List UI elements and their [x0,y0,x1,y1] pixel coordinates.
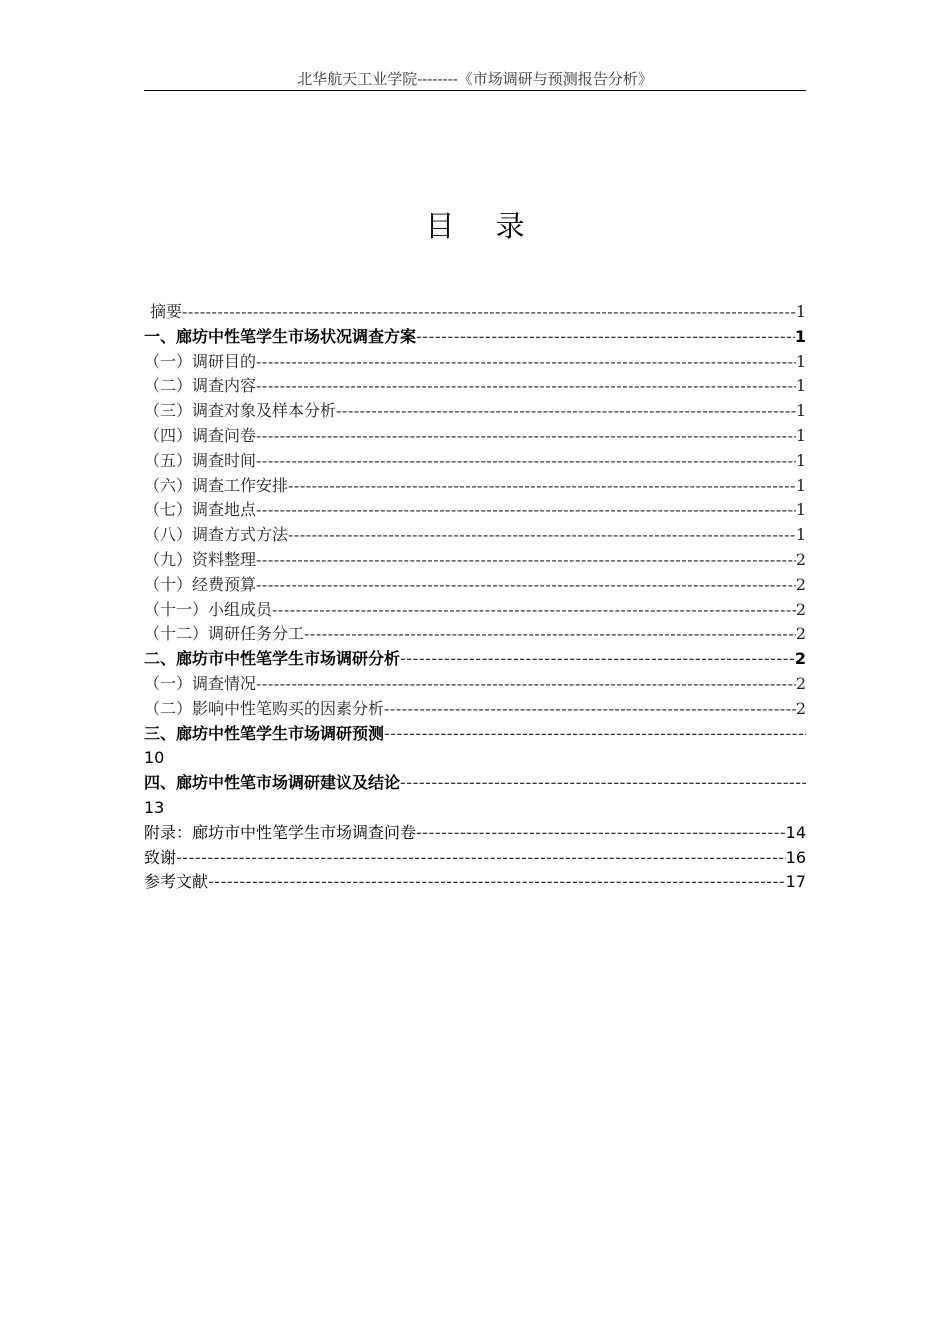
toc-entry-page: 14 [785,822,806,842]
toc-entry-label: 参考文献 [144,872,209,892]
toc-leader [416,325,795,350]
toc-entry-label: （十一）小组成员 [144,599,273,619]
toc-entry-label: （二）影响中性笔购买的因素分析 [144,698,385,718]
toc-entry-label: （七）调查地点 [144,500,257,520]
toc-entry[interactable] [144,325,806,350]
toc-entry-label: （一）调研目的 [144,351,257,371]
toc-entry-page: 1 [795,450,806,470]
toc-leader [182,300,796,325]
toc-entry-page: 1 [795,475,806,495]
toc-entry[interactable] [144,722,806,772]
toc-entry-label: （二）调查内容 [144,376,257,396]
toc-entry-page: 1 [795,376,806,396]
toc-entry[interactable] [144,771,806,821]
toc-entry[interactable] [144,449,806,474]
toc-entry[interactable] [144,548,806,573]
toc-entry-page: 2 [795,599,806,619]
toc-entry[interactable] [144,523,806,548]
toc-entry-page: 1 [794,326,806,346]
toc-entry-label: （十）经费预算 [144,574,257,594]
toc-entry[interactable] [144,300,806,325]
toc-leader [304,622,796,647]
toc-leader [416,821,786,846]
toc-leader [384,722,806,747]
toc-entry[interactable] [144,474,806,499]
toc-leader [256,548,796,573]
toc-leader [256,672,796,697]
toc-entry[interactable] [144,350,806,375]
toc-leader [400,771,806,796]
toc-leader [208,870,786,895]
toc-leader [256,350,796,375]
toc-entry[interactable] [144,399,806,424]
toc-entry[interactable] [144,573,806,598]
toc-entry[interactable] [144,622,806,647]
toc-entry-label: （五）调查时间 [144,450,257,470]
toc-entry-label: （十二）调研任务分工 [144,624,305,644]
toc-entry-label: 二、廊坊市中性笔学生市场调研分析 [144,649,401,669]
toc-leader [256,424,796,449]
toc-entry-label: 三、廊坊中性笔学生市场调研预测 [144,723,385,743]
toc-leader [336,399,796,424]
toc-entry-page: 1 [795,525,806,545]
toc-entry[interactable] [144,498,806,523]
toc-leader [384,697,796,722]
toc-entry-page: 17 [785,872,806,892]
toc-entry-page: 2 [795,673,806,693]
toc-leader [272,598,796,623]
toc-entry[interactable] [144,374,806,399]
toc-entry-page: 1 [795,401,806,421]
toc-entry-page: 2 [794,649,806,669]
toc-entry-page: 2 [795,624,806,644]
toc-leader [256,449,796,474]
toc-title: 目 录 [425,209,541,243]
toc-entry-label: 四、廊坊中性笔市场调研建议及结论 [144,773,401,793]
toc-entry-page: 1 [795,351,806,371]
toc-entry[interactable] [144,821,806,846]
toc-entry-page: 1 [795,425,806,445]
toc-entry[interactable] [144,846,806,871]
toc-leader [176,846,786,871]
toc-entry-page: 1 [795,500,806,520]
toc-entry[interactable] [144,598,806,623]
table-of-contents [144,300,806,895]
toc-entry[interactable] [144,697,806,722]
toc-entry[interactable] [144,672,806,697]
toc-leader [256,498,796,523]
toc-entry-label: 附录：廊坊市中性笔学生市场调查问卷 [144,822,417,842]
toc-entry-page: 2 [795,698,806,718]
toc-leader [256,374,796,399]
toc-entry-label: （九）资料整理 [144,549,257,569]
toc-leader [288,474,796,499]
toc-entry-label: 一、廊坊中性笔学生市场状况调查方案 [144,326,417,346]
toc-entry[interactable] [144,870,806,895]
toc-entry-label: （八）调查方式方法 [144,525,289,545]
toc-leader [288,523,796,548]
toc-leader [400,647,795,672]
toc-entry-label: （一）调查情况 [144,673,257,693]
toc-entry-label: 摘要 [150,302,183,321]
toc-entry[interactable] [144,647,806,672]
toc-entry-label: 致谢 [144,847,177,867]
toc-entry-page: 2 [795,549,806,569]
toc-entry-page: 2 [795,574,806,594]
toc-leader [256,573,796,598]
toc-entry[interactable] [144,424,806,449]
toc-entry-label: （四）调查问卷 [144,425,257,445]
toc-entry-label: （三）调查对象及样本分析 [144,401,337,421]
toc-entry-page: 10 [144,748,165,768]
toc-entry-page: 16 [785,847,806,867]
page-header: 北华航天工业学院--------《市场调研与预测报告分析》 [144,68,806,91]
toc-entry-page: 1 [795,302,806,321]
toc-entry-label: （六）调查工作安排 [144,475,289,495]
toc-entry-page: 13 [144,797,165,817]
